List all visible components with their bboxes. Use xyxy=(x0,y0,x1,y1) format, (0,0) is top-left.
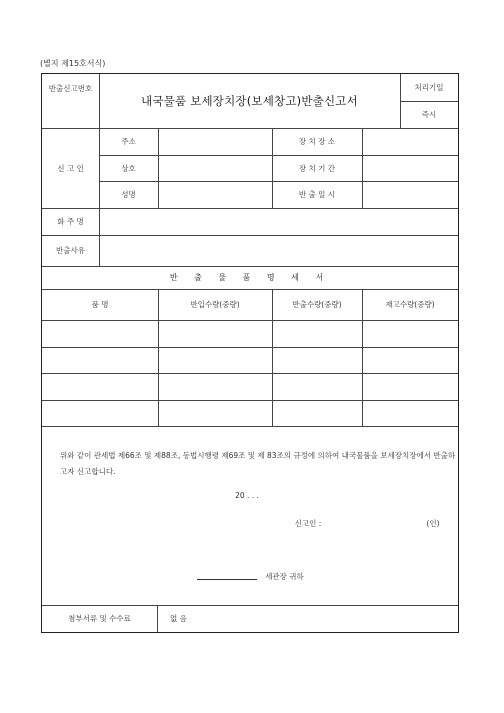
row-divider xyxy=(42,235,458,236)
attachments-label: 첨부서류 및 수수료 xyxy=(68,614,131,623)
declarant-group-label: 신 고 인 xyxy=(57,163,84,173)
row-divider xyxy=(42,426,458,427)
row-divider xyxy=(42,208,458,209)
column-divider xyxy=(157,605,158,632)
seal-mark: (인) xyxy=(426,518,440,528)
column-divider xyxy=(362,128,363,208)
column-divider xyxy=(99,235,100,266)
items-section-title: 반 출 물 품 명 세 서 xyxy=(169,273,331,282)
date-line: 20 . . . xyxy=(235,490,259,500)
row-divider xyxy=(42,347,458,348)
declaration-statement: 위와 같이 관세법 제66조 및 제88조, 동법시행령 제69조 및 제 83조의 규정에 의하여 내국물품을 보세장치장에서 반출하고자 신고합니다. xyxy=(60,451,456,476)
address-label: 주소 xyxy=(121,137,136,146)
report-number-label: 반출신고번호 xyxy=(48,83,93,93)
declarant-signature-label: 신고인 : xyxy=(294,518,322,528)
row-divider xyxy=(42,320,458,321)
customs-office-blank xyxy=(197,579,257,580)
row-divider xyxy=(42,373,458,374)
trade-name-label: 상호 xyxy=(121,163,136,173)
name-label: 성명 xyxy=(121,190,136,199)
release-reason-label: 반출사유 xyxy=(56,246,85,255)
column-header-item-name: 품 명 xyxy=(91,300,109,309)
form-title: 내국물품 보세장치장(보세창고)반출신고서 xyxy=(141,94,358,108)
release-declaration-form xyxy=(41,73,459,633)
column-header-stock-qty: 재고수량(중량) xyxy=(385,300,435,309)
row-divider xyxy=(42,400,458,401)
release-datetime-label: 반 출 일 시 xyxy=(298,190,336,199)
addressee: 세관장 귀하 xyxy=(265,571,304,581)
form-number: (별지 제15호서식) xyxy=(40,59,106,68)
column-header-inbound-qty: 반입수량(중량) xyxy=(190,300,240,309)
processing-period-value: 즉시 xyxy=(421,110,437,119)
owner-label: 화 주 명 xyxy=(57,217,84,226)
attachments-value: 없 음 xyxy=(170,614,187,623)
processing-period-label: 처리기일 xyxy=(414,83,444,92)
column-header-outbound-qty: 반출수량(중량) xyxy=(292,300,342,309)
storage-period-label: 장 치 기 간 xyxy=(298,163,336,173)
storage-place-label: 장 치 장 소 xyxy=(298,137,336,146)
column-divider xyxy=(158,128,159,208)
